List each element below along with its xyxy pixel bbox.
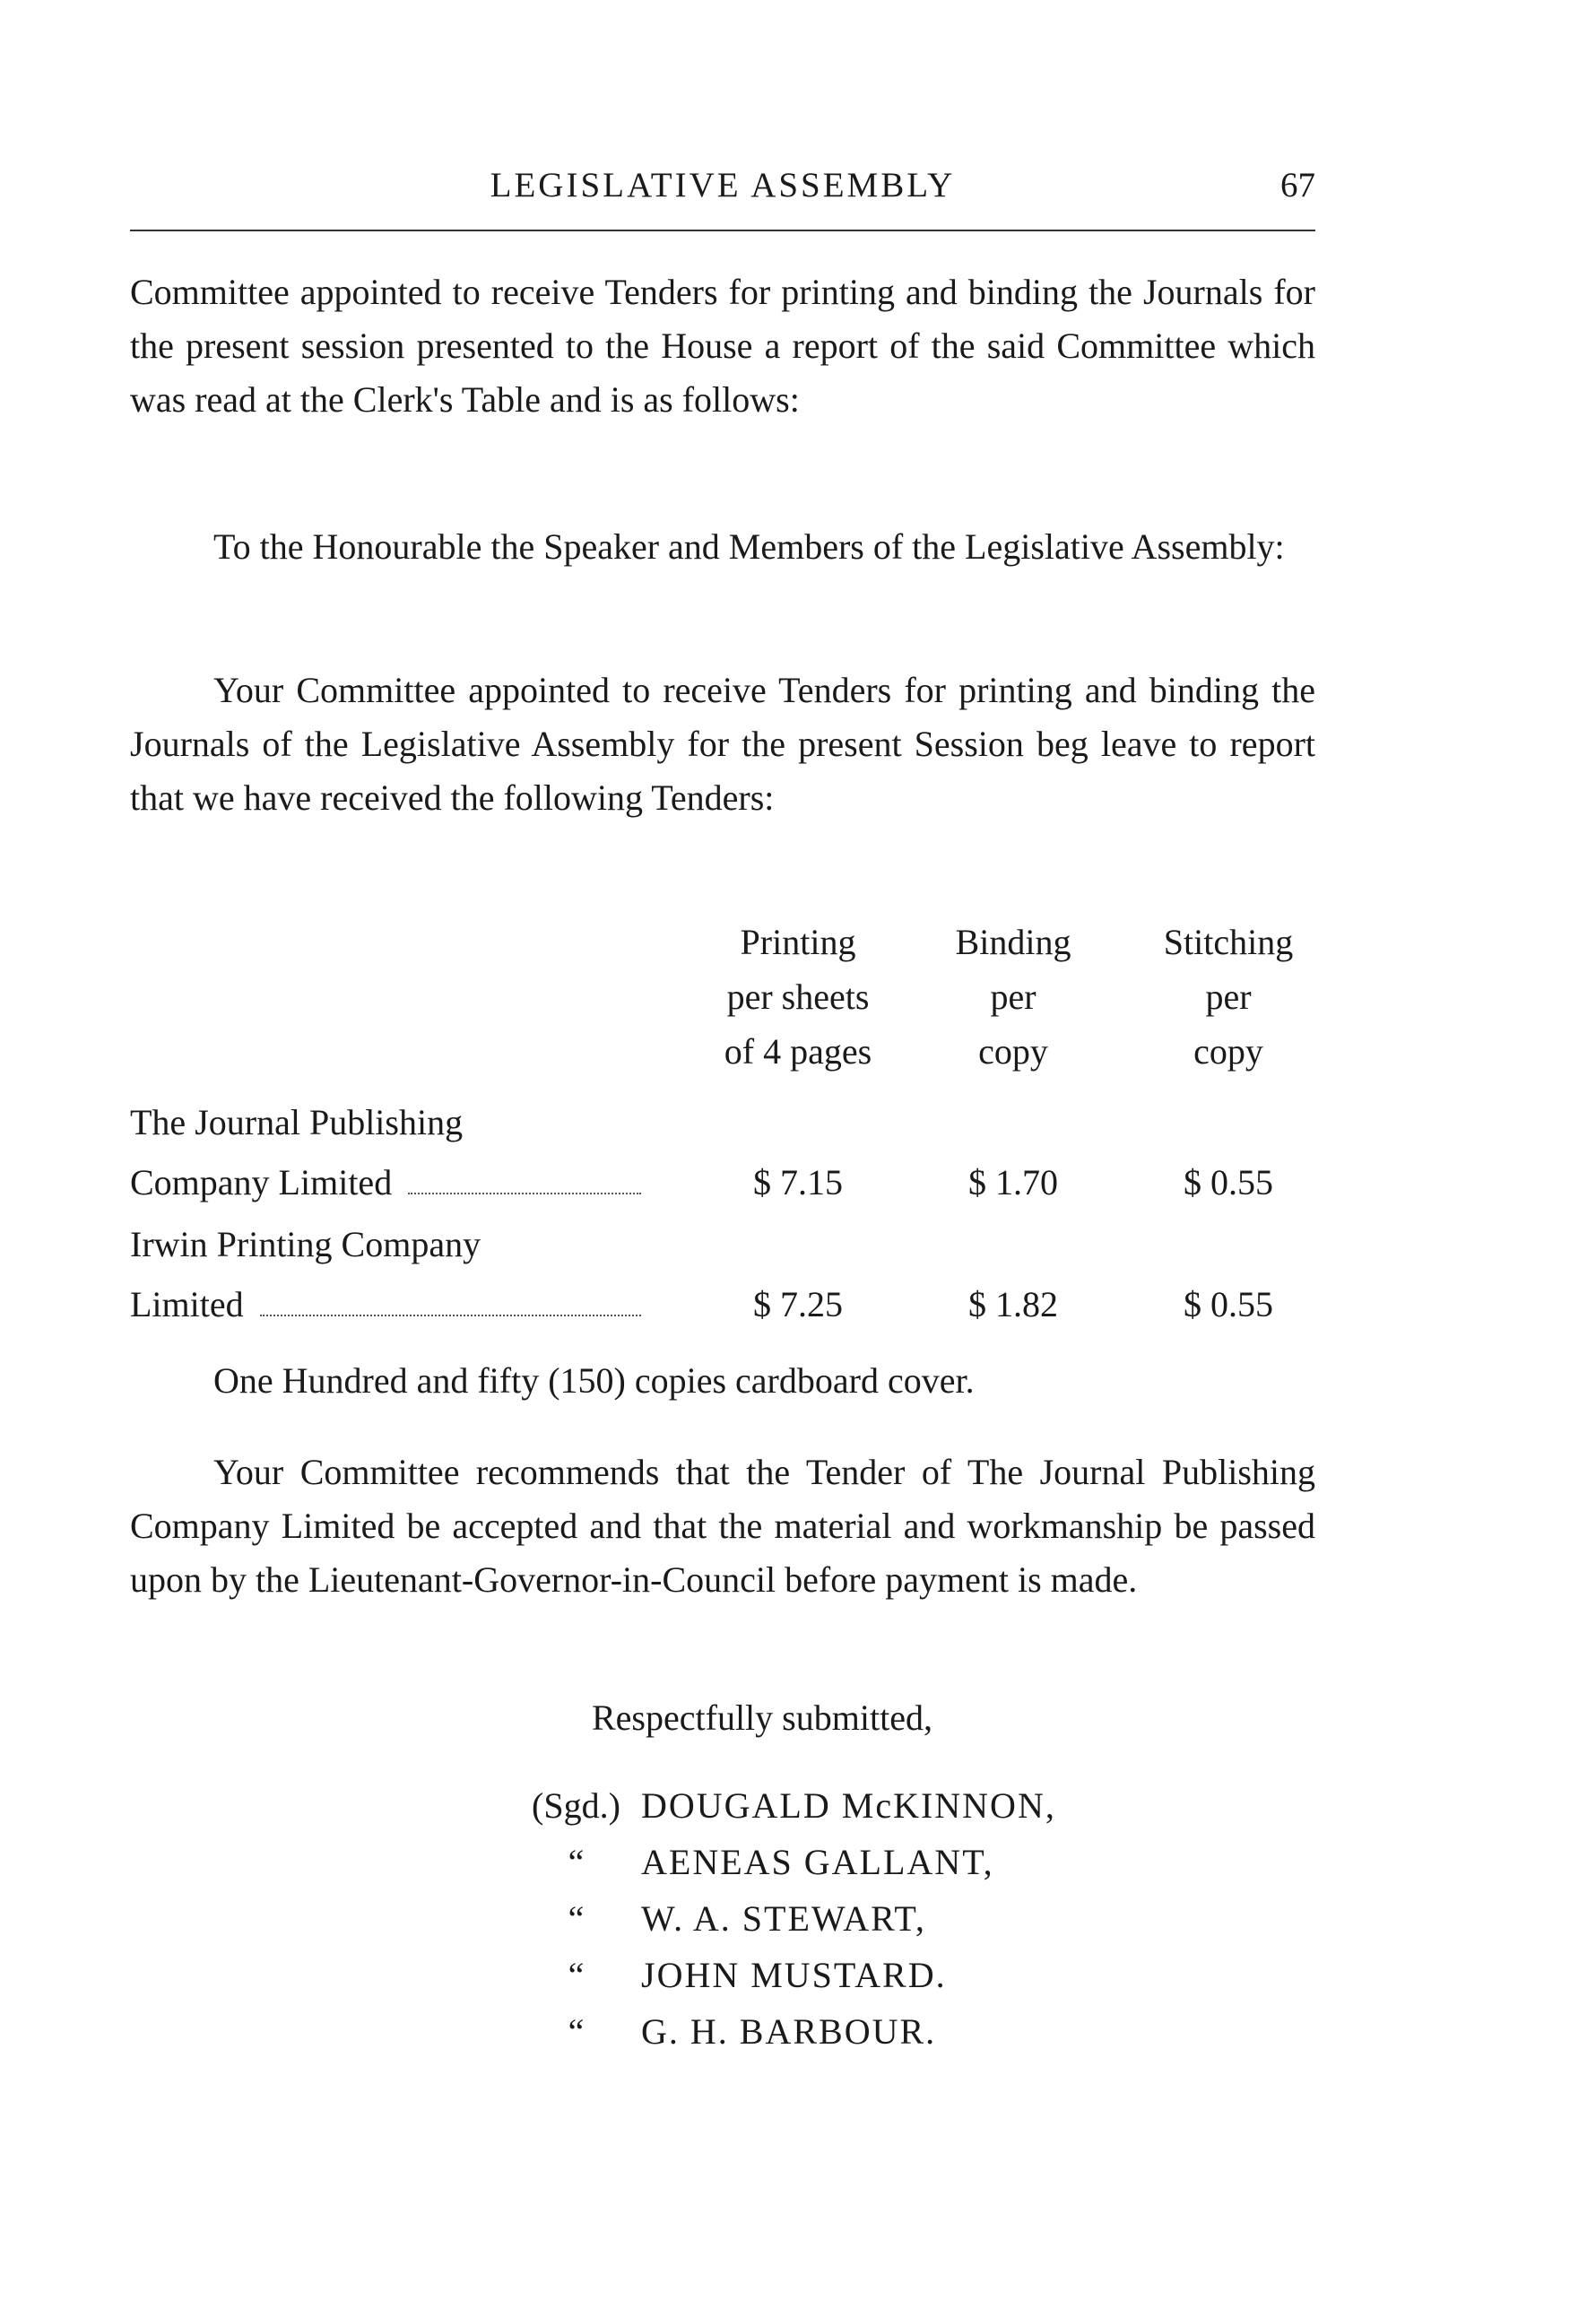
column-header-line: of 4 pages <box>724 1031 872 1072</box>
ditto-mark: “ <box>568 2011 585 2052</box>
binding-price: $ 1.82 <box>968 1284 1058 1324</box>
column-header-line: Stitching <box>1163 922 1294 962</box>
tenderer-name-line2: Company Limited <box>130 1162 393 1202</box>
tender-row-label <box>130 1092 641 1212</box>
signatory-name: W. A. STEWART, <box>641 1898 926 1939</box>
column-header-line: per <box>990 977 1037 1017</box>
ditto-mark: “ <box>568 1898 585 1939</box>
column-header-binding <box>915 915 1112 1079</box>
page-number: 67 <box>1280 166 1315 204</box>
header-rule <box>130 230 1315 231</box>
signatory-name: AENEAS GALLANT, <box>641 1842 994 1882</box>
column-header-line: per <box>1205 977 1252 1017</box>
running-title: LEGISLATIVE ASSEMBLY <box>490 166 956 204</box>
tenderer-name-line1: The Journal Publishing <box>130 1102 464 1142</box>
running-header <box>130 160 1315 213</box>
tenderer-name-line2: Limited <box>130 1284 244 1324</box>
intro-paragraph: Committee appointed to receive Tenders for printing and binding the Journals for the present session presented to the House a report of the said Committee which was read at the Clerk's Table and is as follows: <box>130 272 1315 420</box>
address-paragraph: To the Honourable the Speaker and Members of the Legislative Assembly: <box>213 526 1285 567</box>
signature-row <box>511 1777 1056 1834</box>
tender-row-label <box>130 1214 641 1334</box>
dot-leader <box>260 1314 641 1316</box>
column-header-line: Binding <box>955 922 1071 962</box>
closing-line: Respectfully submitted, <box>592 1697 932 1738</box>
printing-price: $ 7.15 <box>753 1162 843 1202</box>
signatory-name: JOHN MUSTARD. <box>641 1955 947 1995</box>
signature-row <box>511 2003 1056 2060</box>
signature-prefix: (Sgd.) <box>532 1785 620 1826</box>
tenderer-name-line1: Irwin Printing Company <box>130 1224 481 1264</box>
ditto-mark: “ <box>568 1842 585 1882</box>
stitching-price: $ 0.55 <box>1184 1162 1273 1202</box>
recommendation-paragraph: Your Committee recommends that the Tender of The Journal Publishing Company Limited be accepted and that the material and workmanship be passed upon by the Lieutenant-Governor-in-Council before payment is made. <box>130 1452 1315 1600</box>
column-header-line: copy <box>1193 1031 1263 1072</box>
stitching-price: $ 0.55 <box>1184 1284 1273 1324</box>
column-header-line: per sheets <box>726 977 870 1017</box>
signatory-name: G. H. BARBOUR. <box>641 2011 937 2052</box>
signature-row <box>511 1834 1056 1890</box>
printing-price: $ 7.25 <box>753 1284 843 1324</box>
report-paragraph: Your Committee appointed to receive Tenders for printing and binding the Journals of the Legislative Assembly for the present Session beg leave to report that we have received the following Tenders: <box>130 670 1315 818</box>
signature-block <box>511 1777 1056 2060</box>
signature-row <box>511 1890 1056 1947</box>
dot-leader <box>408 1192 641 1194</box>
signature-row <box>511 1947 1056 2003</box>
ditto-mark: “ <box>568 1955 585 1995</box>
copies-note: One Hundred and fifty (150) copies cardboard cover. <box>213 1360 975 1401</box>
column-header-line: Printing <box>740 922 856 962</box>
signatory-name: DOUGALD McKINNON, <box>641 1785 1056 1826</box>
column-header-printing <box>681 915 915 1079</box>
column-header-stitching <box>1121 915 1336 1079</box>
column-header-line: copy <box>978 1031 1048 1072</box>
binding-price: $ 1.70 <box>968 1162 1058 1202</box>
